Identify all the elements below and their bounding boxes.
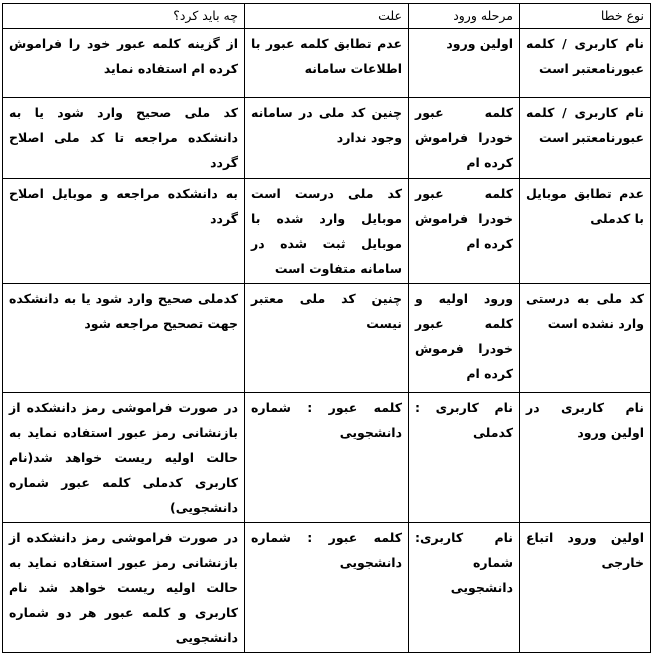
table-row (3, 393, 651, 523)
cell-error-type: عدم تطابق موبایل با کدملی (520, 179, 651, 284)
cell-entry-stage: نام کاربری: شماره دانشجویی (409, 523, 520, 653)
header-error-type: نوع خطا (520, 4, 651, 29)
table-row (3, 284, 651, 393)
cell-action: کدملی صحیح وارد شود یا به دانشکده جهت تصحیح مراجعه شود (3, 284, 245, 393)
cell-error-type: کد ملی به درستی وارد نشده است (520, 284, 651, 393)
table-header (3, 4, 651, 29)
header-row (3, 4, 651, 29)
cell-error-type: اولین ورود اتباع خارجی (520, 523, 651, 653)
cell-error-type: نام کاربری / کلمه عبورنامعتبر است (520, 29, 651, 98)
cell-action: در صورت فراموشی رمز دانشکده از بازنشانی رمز عبور استفاده نماید به حالت اولیه ریست خواهد شد(نام کاربری کدملی کلمه عبور شماره دانشجویی) (3, 393, 245, 523)
cell-cause: کلمه عبور : شماره دانشجویی (245, 393, 409, 523)
header-entry-stage: مرحله ورود (409, 4, 520, 29)
cell-cause: کلمه عبور : شماره دانشجویی (245, 523, 409, 653)
table-row (3, 98, 651, 179)
cell-entry-stage: کلمه عبور خودرا فراموش کرده ام (409, 98, 520, 179)
cell-cause: چنین کد ملی معتبر نیست (245, 284, 409, 393)
login-error-table (2, 3, 651, 653)
cell-entry-stage: اولین ورود (409, 29, 520, 98)
cell-action: کد ملی صحیح وارد شود یا به دانشکده مراجعه تا کد ملی اصلاح گردد (3, 98, 245, 179)
cell-entry-stage: نام کاربری : کدملی (409, 393, 520, 523)
cell-error-type: نام کاربری در اولین ورود (520, 393, 651, 523)
cell-action: از گزینه کلمه عبور خود را فراموش کرده ام استفاده نماید (3, 29, 245, 98)
cell-action: به دانشکده مراجعه و موبایل اصلاح گردد (3, 179, 245, 284)
cell-entry-stage: کلمه عبور خودرا فراموش کرده ام (409, 179, 520, 284)
cell-cause: کد ملی درست است موبایل وارد شده با موبایل ثبت شده در سامانه متفاوت است (245, 179, 409, 284)
header-action: چه باید کرد؟ (3, 4, 245, 29)
cell-error-type: نام کاربری / کلمه عبورنامعتبر است (520, 98, 651, 179)
cell-cause: عدم تطابق کلمه عبور با اطلاعات سامانه (245, 29, 409, 98)
table-body (3, 29, 651, 653)
table-row (3, 29, 651, 98)
header-cause: علت (245, 4, 409, 29)
table-row (3, 179, 651, 284)
cell-entry-stage: ورود اولیه و کلمه عبور خودرا فرموش کرده ام (409, 284, 520, 393)
cell-action: در صورت فراموشی رمز دانشکده از بازنشانی رمز عبور استفاده نماید به حالت اولیه ریست خواهد شد نام کاربری و کلمه عبور هر دو شماره دانشجویی (3, 523, 245, 653)
cell-cause: چنین کد ملی در سامانه وجود ندارد (245, 98, 409, 179)
table-row (3, 523, 651, 653)
